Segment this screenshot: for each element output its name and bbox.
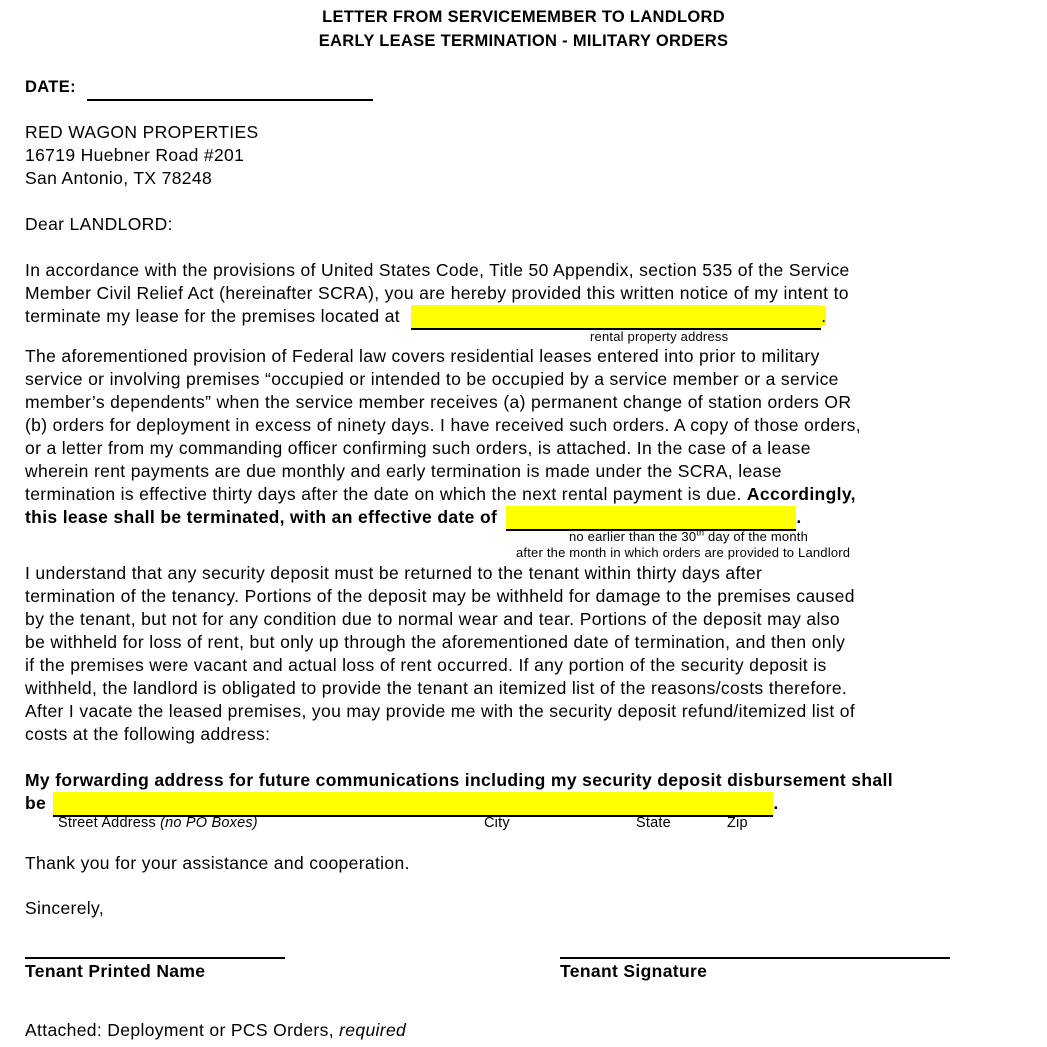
- caption-1-post: day of the month: [704, 529, 809, 544]
- attachment-required: required: [339, 1020, 407, 1040]
- p1-line-3: [25, 305, 826, 330]
- effective-date-caption-2: after the month in which orders are provided to Landlord: [516, 545, 851, 560]
- p2-line-4: (b) orders for deployment in excess of ninety days. I have received such orders. A copy of those orders,: [25, 415, 861, 435]
- effective-date-field[interactable]: [506, 506, 796, 531]
- recipient-company: RED WAGON PROPERTIES: [25, 122, 259, 142]
- p2-line-8: [25, 506, 802, 531]
- street-label-italic: (no PO Boxes): [160, 815, 258, 831]
- attachment-line: [25, 1019, 406, 1042]
- effective-date-caption-1: [569, 529, 808, 545]
- p1-line-3-text: terminate my lease for the premises located at: [25, 306, 401, 326]
- salutation: Dear LANDLORD:: [25, 214, 173, 234]
- p1-line-1: In accordance with the provisions of United States Code, Title 50 Appendix, section 535 of the Service: [25, 260, 850, 280]
- closing: Sincerely,: [25, 898, 105, 918]
- p3-line-2: termination of the tenancy. Portions of the deposit may be withheld for damage to the premises caused: [25, 586, 855, 606]
- thanks-line: Thank you for your assistance and cooperation.: [25, 853, 410, 873]
- printed-name-label: Tenant Printed Name: [25, 961, 206, 981]
- forwarding-line-1: My forwarding address for future communications including my security deposit disbursement shall: [25, 770, 893, 790]
- recipient-city-state-zip: San Antonio, TX 78248: [25, 168, 213, 188]
- p3-line-1: I understand that any security deposit must be returned to the tenant within thirty days after: [25, 563, 763, 583]
- p2-line-3: member’s dependents” when the service member receives (a) permanent change of station orders OR: [25, 392, 852, 412]
- title-line-1: LETTER FROM SERVICEMEMBER TO LANDLORD: [322, 8, 725, 26]
- p1-line-2: Member Civil Relief Act (hereinafter SCRA), you are hereby provided this written notice of my intent to: [25, 283, 849, 303]
- forwarding-period: .: [773, 793, 779, 813]
- p2-line-5: or a letter from my commanding officer confirming such orders, is attached. In the case of a lease: [25, 438, 811, 458]
- p2-line-6: wherein rent payments are due monthly and early termination is made under the SCRA, lease: [25, 461, 782, 481]
- date-label: DATE:: [25, 78, 76, 96]
- street-label-text: Street Address: [58, 815, 161, 831]
- p1-period: .: [821, 306, 827, 326]
- p3-line-5: if the premises were vacant and actual loss of rent occurred. If any portion of the security deposit is: [25, 655, 827, 675]
- p2-line-8-text: this lease shall be terminated, with an effective date of: [25, 507, 498, 527]
- p2-line-7-bold: Accordingly,: [746, 484, 856, 504]
- rental-address-field[interactable]: [411, 305, 821, 330]
- p2-line-1: The aforementioned provision of Federal law covers residential leases entered into prior to military: [25, 346, 820, 366]
- signature-label: Tenant Signature: [560, 961, 708, 981]
- state-label: State: [636, 815, 671, 831]
- caption-1-pre: no earlier than the 30: [569, 529, 697, 544]
- forwarding-be: be: [25, 793, 47, 813]
- printed-name-line[interactable]: [25, 957, 285, 959]
- zip-label: Zip: [727, 815, 748, 831]
- title-line-2: EARLY LEASE TERMINATION - MILITARY ORDERS: [318, 32, 729, 50]
- p2-line-2: service or involving premises “occupied or intended to be occupied by a service member or a service: [25, 369, 839, 389]
- street-address-label: [58, 814, 258, 832]
- p3-line-7: After I vacate the leased premises, you may provide me with the security deposit refund/itemized list of: [25, 701, 856, 721]
- p2-line-7: [25, 483, 856, 506]
- attachment-text: Attached: Deployment or PCS Orders,: [25, 1020, 340, 1040]
- rental-address-caption: rental property address: [590, 329, 729, 344]
- p3-line-6: withheld, the landlord is obligated to provide the tenant an itemized list of the reasons/costs therefore.: [25, 678, 848, 698]
- p3-line-4: be withheld for loss of rent, but only up through the aforementioned date of termination, and then only: [25, 632, 846, 652]
- signature-line[interactable]: [560, 957, 950, 959]
- p2-line-7-text: termination is effective thirty days after the date on which the next rental payment is due.: [25, 484, 742, 504]
- city-label: City: [484, 815, 510, 831]
- date-row: [25, 76, 373, 101]
- p3-line-8: costs at the following address:: [25, 724, 271, 744]
- p3-line-3: by the tenant, but not for any condition due to normal wear and tear. Portions of the deposit may also: [25, 609, 840, 629]
- date-field[interactable]: [87, 76, 373, 101]
- caption-1-sup: th: [696, 527, 705, 538]
- p2-period: .: [796, 507, 802, 527]
- recipient-street: 16719 Huebner Road #201: [25, 145, 245, 165]
